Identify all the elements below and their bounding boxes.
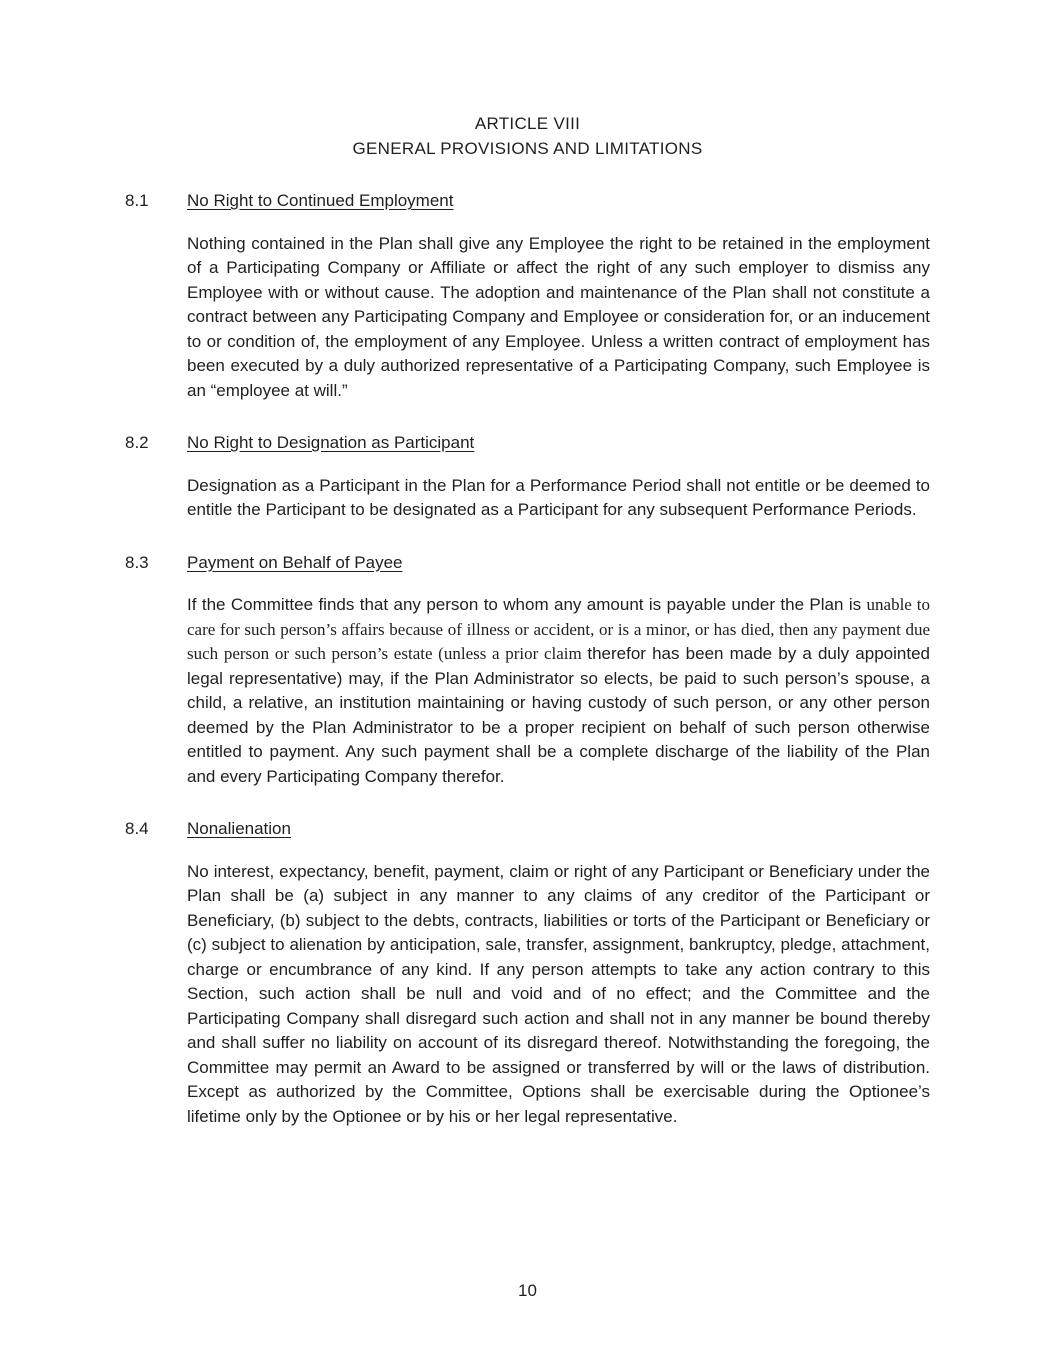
page-number: 10 [518, 1280, 537, 1300]
section-paragraph: Nothing contained in the Plan shall give any Employee the right to be retained in the employment of a Participating Company or Affiliate or affect the right of any such employer to dismiss any Employee with or without cause. The adoption and maintenance of the Plan shall not constitute a contract between any Participating Company and Employee or consideration for, or an inducement to or condition of, the employment of any Employee. Unless a written contract of employment has been executed by a duly authorized representative of a Participating Company, such Employee is an “employee at will.” [187, 233, 930, 400]
section-8-2 [125, 431, 930, 523]
document-title [125, 112, 930, 161]
paragraph-part: therefor has been made by a duly appointed legal representative) may, if the Plan Administrator so elects, be paid to such person’s spouse, a child, a relative, an institution maintaining or having custody of such person, or any other person deemed by the Plan Administrator to be a proper recipient on behalf of such person otherwise entitled to payment. Any such payment shall be a complete discharge of the liability of the Plan and every Participating Company therefor. [187, 644, 930, 786]
section-8-4 [125, 817, 930, 1129]
section-8-1 [125, 189, 930, 403]
section-heading-row [125, 817, 930, 842]
section-heading: No Right to Designation as Participant [187, 433, 475, 452]
section-8-3 [125, 551, 930, 790]
section-heading: Nonalienation [187, 819, 291, 838]
section-paragraph: No interest, expectancy, benefit, payment, claim or right of any Participant or Beneficiary under the Plan shall be (a) subject in any manner to any claims of any creditor of the Participant or Beneficiary, (b) subject to the debts, contracts, liabilities or torts of the Participant or Beneficiary or (c) subject to alienation by anticipation, sale, transfer, assignment, bankruptcy, pledge, attachment, charge or encumbrance of any kind. If any person attempts to take any action contrary to this Section, such action shall be null and void and of no effect; and the Committee and the Participating Company shall disregard such action and shall not in any manner be bound thereby and shall suffer no liability on account of its disregard thereof. Notwithstanding the foregoing, the Committee may permit an Award to be assigned or transferred by will or the laws of distribution. Except as authorized by the Committee, Options shall be exercisable during the Optionee’s lifetime only by the Optionee or by his or her legal representative. [187, 861, 930, 1126]
section-heading: No Right to Continued Employment [187, 191, 454, 210]
title-line-1: ARTICLE VIII [474, 114, 581, 133]
section-heading: Payment on Behalf of Payee [187, 552, 403, 572]
paragraph-part-serif: unable to care for such person’s affairs because of illness or accident, or is a minor, or has died, then any payment due such person or such person’s estate (unless a prior claim [187, 595, 930, 663]
section-number: 8.3 [125, 552, 149, 572]
section-heading-row [125, 551, 930, 576]
title-line-2: GENERAL PROVISIONS AND LIMITATIONS [352, 138, 703, 158]
paragraph-part: If the Committee finds that any person to whom any amount is payable under the Plan is [187, 595, 867, 614]
section-number: 8.4 [125, 819, 149, 838]
section-paragraph: Designation as a Participant in the Plan for a Performance Period shall not entitle or be deemed to entitle the Participant to be designated as a Participant for any subsequent Performance Periods. [187, 475, 930, 519]
section-number: 8.1 [125, 191, 149, 210]
section-heading-row [125, 431, 930, 456]
section-heading-row [125, 189, 930, 214]
section-number: 8.2 [125, 433, 149, 452]
section-paragraph [187, 593, 930, 789]
